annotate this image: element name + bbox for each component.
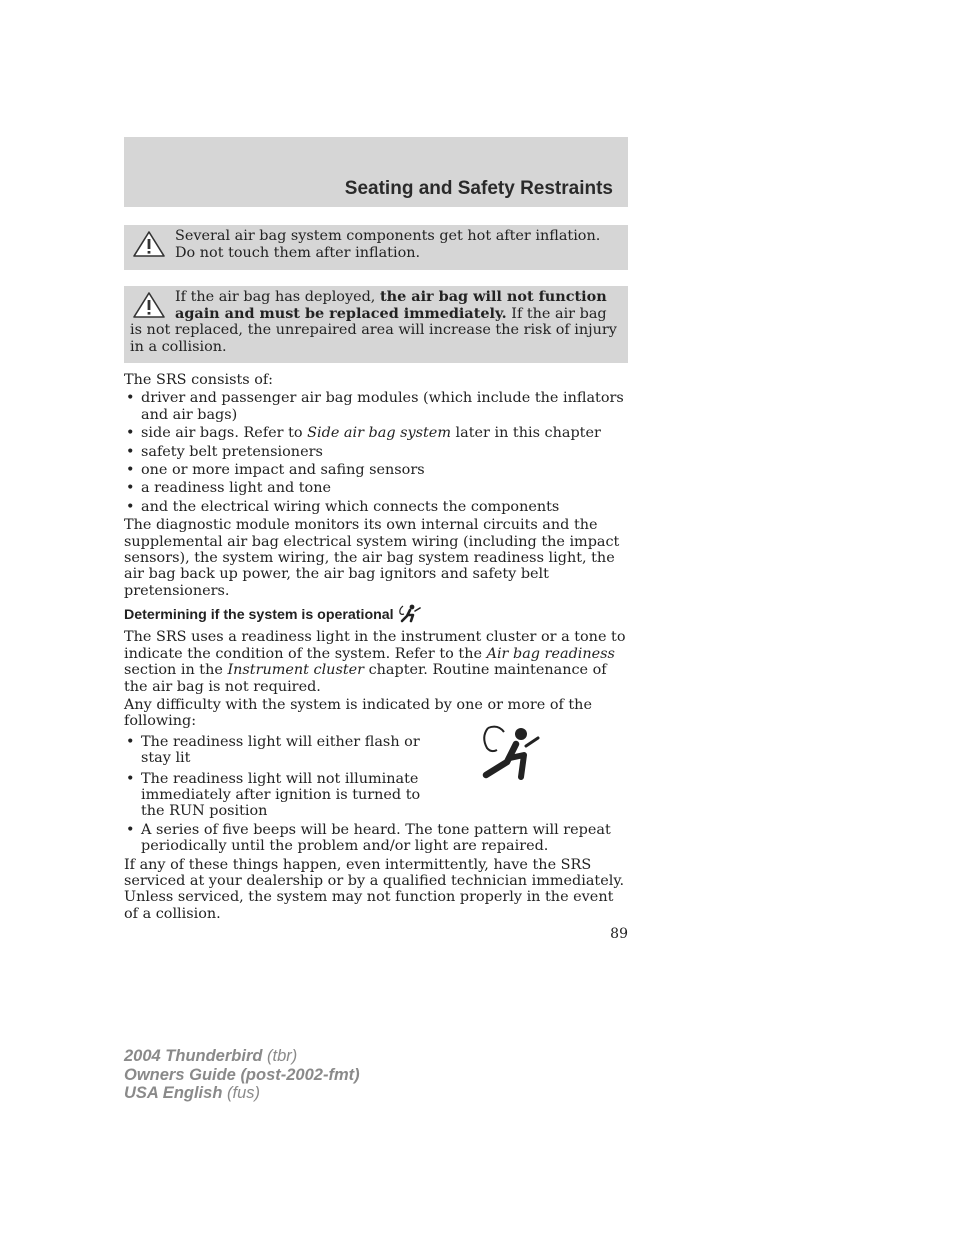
list-item: • driver and passenger air bag modules (which include the inflators and air bags) <box>124 390 628 423</box>
footer-line <box>124 1084 360 1103</box>
list-item: • A series of five beeps will be heard. The tone pattern will repeat periodically until the problem and/or light are repaired. <box>124 822 628 855</box>
warning-box-hot-components <box>124 225 628 270</box>
airbag-passenger-icon <box>398 603 422 629</box>
page-number: 89 <box>610 926 628 942</box>
main-content <box>124 372 628 922</box>
footer-text: 2004 Thunderbird <box>124 1047 263 1065</box>
diagnostic-paragraph: The diagnostic module monitors its own internal circuits and the supplemental air bag electrical system wiring (including the impact sensors), the system wiring, the air bag system readiness light, the air bag back up power, the air bag ignitors and safety belt pretensioners. <box>124 517 620 599</box>
airbag-passenger-icon <box>474 722 542 788</box>
warning-triangle-icon <box>132 230 166 258</box>
footer-code: (fus) <box>227 1084 260 1103</box>
warning-triangle-icon <box>132 291 166 319</box>
warning-box-deployed <box>124 286 628 363</box>
list-item: • The readiness light will not illuminate immediately after ignition is turned to the RUN position <box>124 771 426 820</box>
warning-text-bold: the air bag will not function again and must be replaced immediately. <box>175 288 607 322</box>
warning-text-after: If the air bag is not replaced, the unrepaired area will increase the risk of injury in a collision. <box>130 305 617 355</box>
subheading <box>124 603 628 629</box>
section-title: Seating and Safety Restraints <box>344 178 613 199</box>
list-item: • and the electrical wiring which connects the components <box>124 499 628 515</box>
list-item: • The readiness light will either flash or stay lit <box>124 734 426 767</box>
cross-reference: Air bag readiness <box>486 645 615 662</box>
cross-reference: Instrument cluster <box>227 662 365 679</box>
list-item: • a readiness light and tone <box>124 480 628 496</box>
difficulty-list <box>124 734 628 855</box>
list-item: • one or more impact and safing sensors <box>124 462 628 478</box>
closing-paragraph: If any of these things happen, even intermittently, have the SRS serviced at your dealership or by a qualified technician immediately. Unless serviced, the system may not function properly in the event of a collision. <box>124 856 625 922</box>
list-item-text: later in this chapter <box>450 425 601 442</box>
subheading-text: Determining if the system is operational <box>124 607 394 624</box>
warning-text-before: If the air bag has deployed, <box>175 289 380 305</box>
srs-component-list <box>124 390 628 515</box>
footer-line: Owners Guide (post-2002-fmt) <box>124 1065 360 1084</box>
footer-text: USA English <box>124 1084 223 1103</box>
srs-intro: The SRS consists of: <box>124 372 274 388</box>
text: section in the <box>124 662 228 679</box>
section-header <box>124 137 628 207</box>
text: chapter. Routine maintenance of the air bag is not required. <box>124 662 607 695</box>
list-item <box>124 425 628 441</box>
document-footer <box>124 1047 360 1103</box>
list-item: • safety belt pretensioners <box>124 444 628 460</box>
difficulty-paragraph: Any difficulty with the system is indicated by one or more of the following: <box>124 696 592 730</box>
text: The SRS uses a readiness light in the instrument cluster or a tone to indicate the condition of the system. Refer to the <box>124 629 626 662</box>
footer-code: (tbr) <box>267 1047 298 1065</box>
cross-reference: Side air bag system <box>307 425 451 442</box>
footer-line <box>124 1047 360 1066</box>
list-item-text: side air bags. Refer to <box>141 425 308 442</box>
warning-text: Several air bag system components get hot after inflation. Do not touch them after inflation. <box>175 228 601 261</box>
readiness-paragraph <box>124 629 628 695</box>
